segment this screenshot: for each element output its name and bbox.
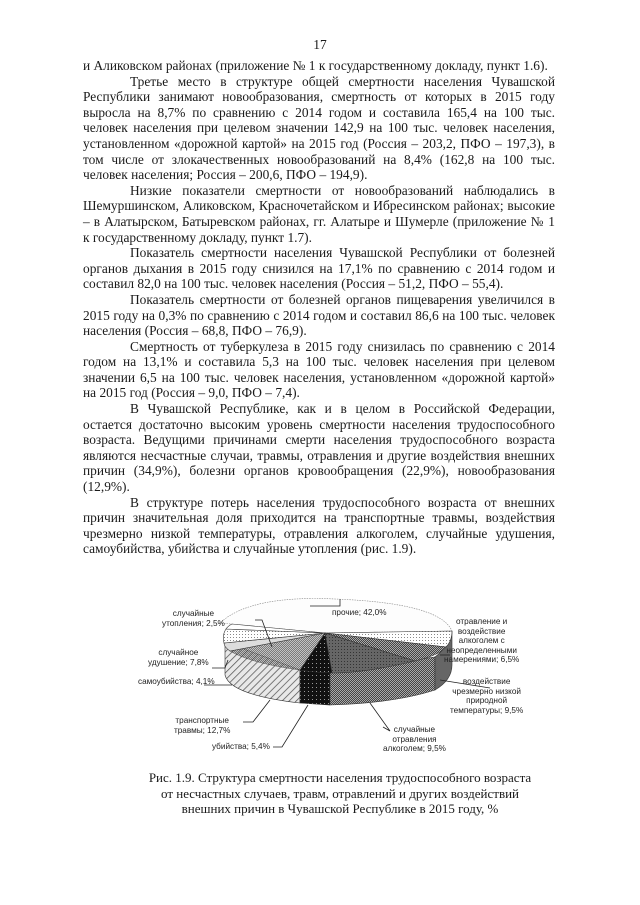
label-line: воздействие [462,677,511,686]
paragraph: Третье место в структуре общей смертности населения Чувашской Республики занимают новообразования, смертность от которых в 2015 году выросла на 8,7% по сравнению с 2014 годом и составила 165,4 на 100 тыс. человек населения при целевом значении 142,9 на 100 тыс. человек населения, установленном «дорожной картой» на 2015 год (Россия – 203,2, ПФО – 197,3), в том числе от злокачественных новообразований на 8,4% (162,8 на 100 тыс. человек населения; Россия – 200,6, ПФО – 194,9). [83,73,555,183]
label-line: чрезмерно низкой [452,686,521,696]
label-line: намерениями; 6,5% [444,655,520,665]
label-alcohol-undetermined [444,617,519,665]
label-line: отравление и [456,617,508,626]
label-line: самоубийства; 4,1% [138,677,215,686]
label-suicide [138,677,215,687]
label-line: случайные [172,609,215,618]
label-line: утопления; 2,5% [162,618,225,628]
label-line: алкоголем с [458,636,505,646]
label-suffocation [148,648,209,667]
label-line: неопределенными [446,645,517,655]
label-line: транспортные [175,716,229,725]
label-alcohol-poisoning [383,725,446,754]
label-line: случайные [393,725,436,734]
paragraph: Смертность от туберкулеза в 2015 году снизилась по сравнению с 2014 годом на 13,1% и составила 5,3 на 100 тыс. человек населения при целевом значении 6,5 на 100 тыс. человек населения, установленном «дорожной картой» на 2015 год (Россия – 9,0, ПФО – 7,4). [83,338,555,401]
label-line: убийства; 5,4% [212,742,270,751]
figure-caption [140,770,540,817]
label-other [332,608,387,618]
paragraph: Показатель смертности от болезней органов пищеварения увеличился в 2015 году на 0,3% по сравнению с 2014 годом и составил 86,6 на 100 тыс. человек населения (Россия – 68,8, ПФО – 76,9). [83,291,555,339]
label-transport [174,716,230,735]
paragraph: В Чувашской Республике, как и в целом в Российской Федерации, остается достаточно высоким уровень смертности населения трудоспособного возраста. Ведущими причинами смерти населения трудоспособного возраста являются несчастные случаи, травмы, отравления и другие воздействия внешних причин (34,9%), болезни органов кровообращения (22,9%), новообразования (12,9%). [83,401,555,495]
label-line: природной [466,696,508,706]
paragraph: В структуре потерь населения трудоспособного возраста от внешних причин значительная доля приходится на транспортные травмы, воздействия чрезмерно низкой температуры, отравления алкоголем, случайные удушения, самоубийства, убийства и случайные утопления (рис. 1.9). [83,494,555,557]
label-line: случайное [158,648,199,657]
label-line: температуры; 9,5% [450,705,524,715]
body-text [83,58,555,557]
pie-chart-figure [140,595,550,760]
caption-line: от несчастных случаев, травм, отравлений и других воздействий [160,785,519,801]
caption-line: внешних причин в Чувашской Республике в 2015 году, % [181,801,499,816]
label-line: алкоголем; 9,5% [383,744,446,754]
label-homicide [212,742,270,752]
label-line: воздействие [457,626,506,636]
page-number: 17 [313,37,327,52]
label-line: отравления [392,734,437,744]
label-drowning [162,609,225,628]
label-line: удушение; 7,8% [148,657,209,667]
paragraph: Низкие показатели смертности от новообразований наблюдались в Шемуршинском, Аликовском, Красночетайском и Ибресинском районах; высокие – в Алатырском, Батыревском районах, гг. Алатыре и Шумерле (приложение № 1 к государственному докладу, пункт 1.7). [83,182,555,245]
paragraph: и Аликовском районах (приложение № 1 к государственному докладу, пункт 1.6). [83,58,548,73]
caption-line: Рис. 1.9. Структура смертности населения трудоспособного возраста [148,770,532,785]
label-line: прочие; 42,0% [332,608,387,617]
label-line: травмы; 12,7% [174,725,231,735]
label-cold [450,677,523,715]
paragraph: Показатель смертности населения Чувашской Республики от болезней органов дыхания в 2015 году снизился на 17,1% по сравнению с 2014 годом и составил 82,0 на 100 тыс. человек населения (Россия – 51,2, ПФО – 55,4). [83,245,555,292]
